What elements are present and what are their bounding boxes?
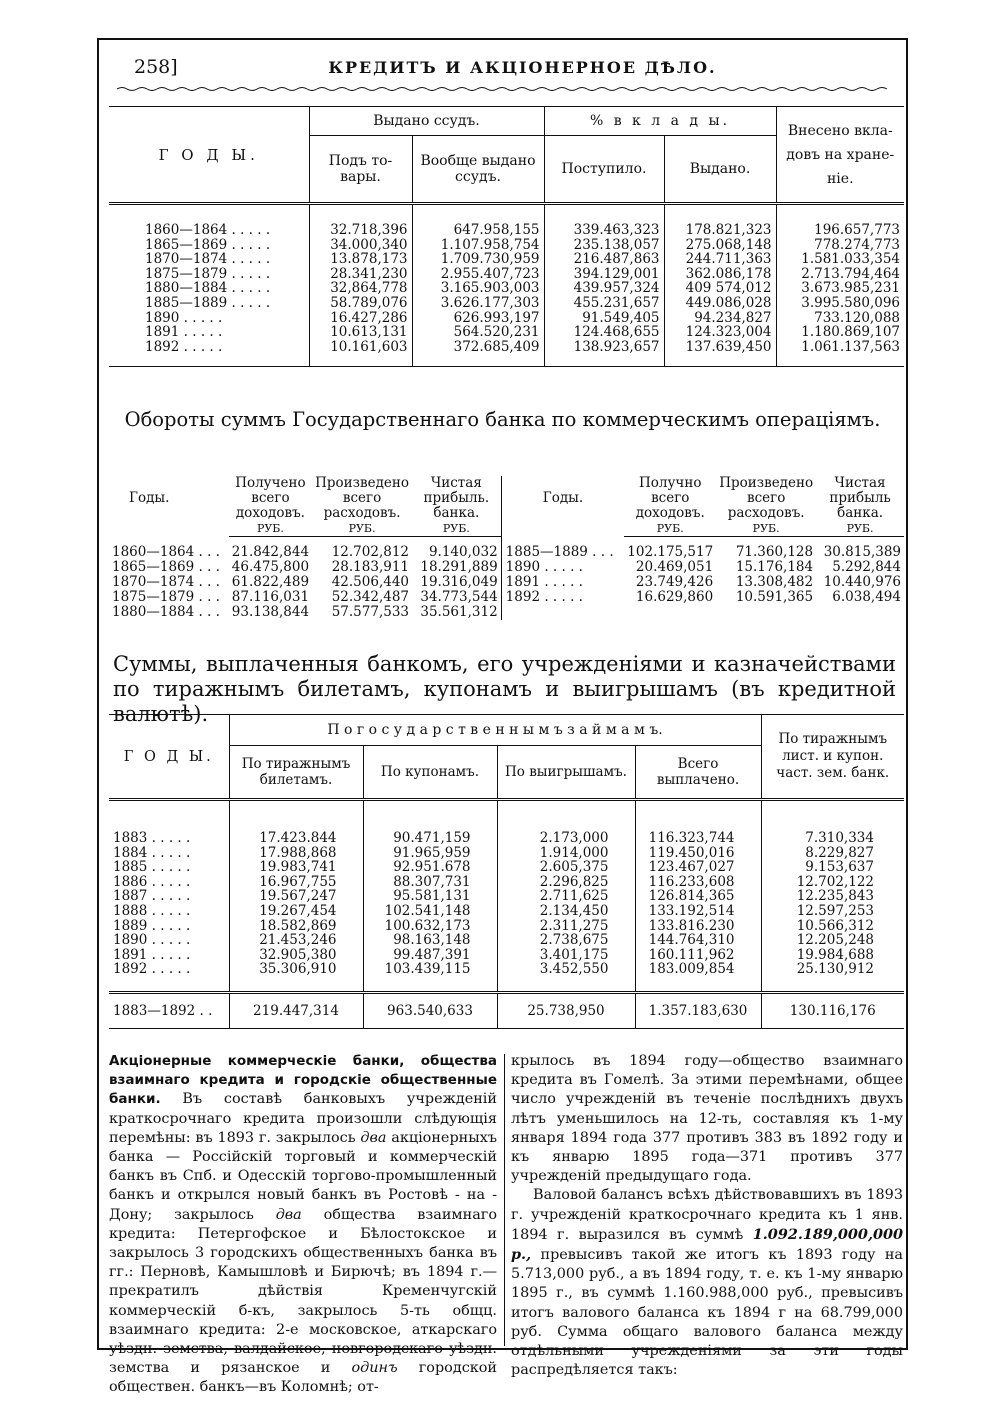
text-columns xyxy=(109,1052,904,1396)
value-cell: 58.789,076 xyxy=(309,296,412,311)
table-row xyxy=(109,204,904,238)
value-cell: 61.822,489 xyxy=(231,574,310,590)
right-text-column xyxy=(511,1052,903,1380)
year-cell: 1870—1874 . . . . . xyxy=(145,251,271,268)
value-cell: 116.323,744 xyxy=(635,800,761,846)
value-cell: 12.205,248 xyxy=(761,933,904,948)
value-cell: 10.591,365 xyxy=(735,589,814,605)
paragraph xyxy=(511,1186,903,1380)
years-header: Г О Д Ы. xyxy=(109,715,229,800)
value-cell: 133.192,514 xyxy=(635,904,761,919)
year-cell: 1880—1884 . . . . . xyxy=(145,280,271,297)
table-row xyxy=(109,948,904,963)
value-cell: 10.566,312 xyxy=(761,919,904,934)
column-divider xyxy=(504,1054,505,1346)
value-cell: 394.129,001 xyxy=(544,267,664,282)
table-row xyxy=(109,238,904,253)
value-cell: 88.307,731 xyxy=(363,875,497,890)
expense-header-right: Произведено всего расходовъ. xyxy=(719,475,814,521)
value-cell: 103.439,115 xyxy=(363,962,497,977)
value-cell: 102.175,517 xyxy=(627,544,714,560)
year-cell: 1860—1864 . . . . . xyxy=(145,222,271,238)
value-cell: 2.296,825 xyxy=(497,875,635,890)
year-cell: 1875—1879 . . . . . xyxy=(145,265,271,282)
table-row xyxy=(109,267,904,282)
value-cell: 183.009,854 xyxy=(635,962,761,977)
value-cell: 18.291,889 xyxy=(412,560,501,575)
value-cell: 116.233,608 xyxy=(635,875,761,890)
value-cell: 28.341,230 xyxy=(309,267,412,282)
year-cell: 1883 . . . . . xyxy=(113,830,191,846)
year-cell: 1875—1879 . . . xyxy=(112,589,220,605)
value-cell: 12.702,122 xyxy=(761,875,904,890)
value-cell: 34.773,544 xyxy=(412,590,501,605)
emphasis-text: одинъ xyxy=(351,1360,398,1377)
value-cell: 21.453,246 xyxy=(229,933,363,948)
table-row xyxy=(109,875,904,890)
value-cell: 98.163,148 xyxy=(363,933,497,948)
year-cell: 1891 . . . . . xyxy=(113,946,191,963)
value-cell: 13.308,482 xyxy=(735,574,814,590)
private-banks-header: По тиражнымъ лист. и купон. част. зем. банк. xyxy=(761,715,904,800)
value-cell: 35.561,312 xyxy=(412,605,501,620)
value-cell: 12.235,843 xyxy=(761,889,904,904)
value-cell: 3.401,175 xyxy=(497,948,635,963)
value-cell: 178.821,323 xyxy=(664,204,776,238)
value-cell: 10.161,603 xyxy=(309,340,412,355)
value-cell: 35.306,910 xyxy=(229,962,363,977)
years-header-left: Годы. xyxy=(129,490,170,506)
goods-loans-header: Подъ то-вары. xyxy=(309,136,412,204)
value-cell: 99.487,391 xyxy=(363,948,497,963)
table-row xyxy=(109,252,904,267)
value-cell: 2.711,625 xyxy=(497,889,635,904)
value-cell: 71.360,128 xyxy=(735,544,814,560)
value-cell: 119.450,016 xyxy=(635,846,761,861)
value-cell: 25.130,912 xyxy=(761,962,904,977)
year-cell: 1888 . . . . . xyxy=(113,902,191,919)
table-row xyxy=(109,846,904,861)
value-cell: 564.520,231 xyxy=(412,325,544,340)
value-cell: 372.685,409 xyxy=(412,340,544,355)
value-cell: 1.107.958,754 xyxy=(412,238,544,253)
paragraph-text: крылось въ 1894 году—общество взаимнаго кредита въ Гомелѣ. За этими перемѣнами, общее число учрежденій въ теченіе послѣднихъ двухъ лѣтъ уменьшилось на 12-ть, составляя къ 1-му января 1894 года 377 противъ 383 въ 1892 году и къ январю 1895 года—371 противъ 377 учрежденій предыдущаго года. xyxy=(511,1053,903,1185)
value-cell: 3.452,550 xyxy=(497,962,635,977)
total-paid-header: Всего выплачено. xyxy=(635,746,761,800)
paragraph-text: Валовой балансъ всѣхъ дѣйствовавшихъ въ 1893 г. учрежденій краткосрочнаго кредита къ 1 янв. 1894 г. выразился въ суммѣ xyxy=(511,1187,903,1243)
winnings-header: По выигрышамъ. xyxy=(497,746,635,800)
table-row xyxy=(109,281,904,296)
value-cell: 16.427,286 xyxy=(309,311,412,326)
table-row xyxy=(109,311,904,326)
years-header: Г О Д Ы. xyxy=(109,107,309,204)
value-cell: 52.342,487 xyxy=(331,589,409,605)
table1-body xyxy=(109,204,904,367)
value-cell: 3.626.177,303 xyxy=(412,296,544,311)
year-cell: 1870—1874 . . . xyxy=(112,574,220,590)
value-cell: 13.878,173 xyxy=(309,252,412,267)
value-cell: 124.323,004 xyxy=(664,325,776,340)
unit-label: РУБ. xyxy=(716,521,816,537)
profit-header-left: Чистая прибыль. банка. xyxy=(412,476,501,521)
value-cell: 19.316,049 xyxy=(412,575,501,590)
value-cell: 19.567,247 xyxy=(229,889,363,904)
emphasis-text: два xyxy=(275,1206,302,1223)
total-loans-header: Вообще выдано ссудъ. xyxy=(412,136,544,204)
value-cell: 2.173,000 xyxy=(497,800,635,846)
year-cell: 1886 . . . . . xyxy=(113,873,191,890)
wavy-rule xyxy=(117,86,892,92)
table2-title: Обороты суммъ Государственнаго банка по коммерческимъ операціямъ. xyxy=(124,408,881,431)
table-row xyxy=(109,537,904,561)
table3-body xyxy=(109,800,904,1029)
emphasis-text: 1.092.189,000,000 р., xyxy=(511,1225,903,1264)
year-cell: 1892 . . . . . xyxy=(145,338,223,355)
value-cell: 32,864,778 xyxy=(309,281,412,296)
year-cell: 1890 . . . . . xyxy=(505,559,583,575)
value-cell: 409 574,012 xyxy=(664,281,776,296)
page-frame xyxy=(97,38,908,1396)
value-cell: 733.120,088 xyxy=(776,311,904,326)
total-value: 219.447,314 xyxy=(229,992,363,1028)
issued-header: Выдано. xyxy=(664,136,776,204)
table-row xyxy=(109,296,904,311)
year-cell: 1865—1869 . . . xyxy=(112,559,220,575)
value-cell: 339.463,323 xyxy=(544,204,664,238)
value-cell: 18.582,869 xyxy=(229,919,363,934)
emphasis-text: два xyxy=(360,1129,387,1146)
value-cell: 8.229,827 xyxy=(761,846,904,861)
value-cell: 21.842,844 xyxy=(231,544,310,560)
value-cell: 362.086,178 xyxy=(664,267,776,282)
value-cell: 19.267,454 xyxy=(229,904,363,919)
value-cell: 93.138,844 xyxy=(231,604,310,620)
state-loans-group-header: П о г о с у д а р с т в е н н ы м ъ з а й м а м ъ. xyxy=(229,715,761,746)
left-text-column xyxy=(109,1052,497,1398)
value-cell: 91.965,959 xyxy=(363,846,497,861)
table-row xyxy=(109,340,904,355)
value-cell: 19.983,741 xyxy=(229,860,363,875)
value-cell: 626.993,197 xyxy=(412,311,544,326)
table2-body xyxy=(109,537,904,621)
paragraph-text: общества взаимнаго кредита: Петергофское и Бѣлостокское и закрылось 3 городскихъ общественныхъ банка въ гг.: Перновѣ, Камышловѣ и Бирючѣ; въ 1894 г.—прекратилъ дѣйствія Кременчугскій коммерческій б-къ, закрылось 5-ть общц. взаимнаго кредита: 2-е московское, аткарскаго уѣздн. земства, валдайское, новгородскаго уѣздн. земства и рязанское и xyxy=(109,1206,497,1377)
value-cell: 133.816.230 xyxy=(635,919,761,934)
table-row xyxy=(109,800,904,846)
value-cell: 3.995.580,096 xyxy=(776,296,904,311)
value-cell: 1.061.137,563 xyxy=(776,340,904,355)
value-cell: 244.711,363 xyxy=(664,252,776,267)
value-cell: 102.541,148 xyxy=(363,904,497,919)
value-cell: 32.718,396 xyxy=(309,204,412,238)
value-cell: 5.292,844 xyxy=(832,559,901,575)
total-value: 25.738,950 xyxy=(497,992,635,1028)
year-cell: 1885—1889 . . . . . xyxy=(145,294,271,311)
value-cell: 42.506,440 xyxy=(331,574,409,590)
year-cell: 1890 . . . . . xyxy=(113,932,191,949)
value-cell: 100.632,173 xyxy=(363,919,497,934)
value-cell: 90.471,159 xyxy=(363,800,497,846)
value-cell: 16.967,755 xyxy=(229,875,363,890)
value-cell: 124.468,655 xyxy=(544,325,664,340)
year-cell: 1892 . . . . . xyxy=(113,961,191,978)
section-heading: Акціонерные коммерческіе банки, общества взаимнаго кредита и городскіе общественные банки. xyxy=(109,1053,497,1108)
year-cell: 1885—1889 . . . xyxy=(505,543,614,560)
year-cell: 1884 . . . . . xyxy=(113,844,191,861)
year-cell: 1889 . . . . . xyxy=(113,917,191,934)
value-cell: 15.176,184 xyxy=(735,559,814,575)
value-cell: 2.605,375 xyxy=(497,860,635,875)
value-cell: 137.639,450 xyxy=(664,340,776,355)
year-cell xyxy=(501,605,624,620)
total-row xyxy=(109,992,904,1028)
year-cell: 1880—1884 . . . xyxy=(112,604,220,620)
income-header-right: Получно всего доходовъ. xyxy=(635,475,705,521)
table3-title: Суммы, выплаченныя банкомъ, его учрежденіями и казначействами по тиражнымъ билетамъ, купонамъ и выигрышамъ (въ кредитной валютѣ). xyxy=(113,652,896,726)
table-row xyxy=(109,962,904,977)
profit-header-right: Чистая прибыль банка. xyxy=(829,475,891,521)
value-cell: 9.153,637 xyxy=(761,860,904,875)
value-cell: 2.134,450 xyxy=(497,904,635,919)
page-header xyxy=(99,54,906,86)
storage-deposits-header: Внесено вкла-довъ на хране-ніе. xyxy=(776,107,904,204)
value-cell: 95.581,131 xyxy=(363,889,497,904)
table-row xyxy=(109,889,904,904)
value-cell: 123.467,027 xyxy=(635,860,761,875)
table-row xyxy=(109,933,904,948)
table-row xyxy=(109,860,904,875)
bank-operations-table xyxy=(109,476,904,620)
table-row xyxy=(109,605,904,620)
total-value: 963.540,633 xyxy=(363,992,497,1028)
received-header: Поступило. xyxy=(544,136,664,204)
value-cell: 3.165.903,003 xyxy=(412,281,544,296)
paragraph-text: городской обществен. банкъ—въ Коломнѣ; от- xyxy=(109,1360,497,1396)
value-cell: 455.231,657 xyxy=(544,296,664,311)
value-cell: 34.000,340 xyxy=(309,238,412,253)
value-cell: 92.951.678 xyxy=(363,860,497,875)
table-row xyxy=(109,904,904,919)
value-cell: 2.713.794,464 xyxy=(776,267,904,282)
value-cell: 126.814,365 xyxy=(635,889,761,904)
value-cell xyxy=(816,605,904,620)
year-cell: 1887 . . . . . xyxy=(113,888,191,905)
value-cell: 144.764,310 xyxy=(635,933,761,948)
table-row xyxy=(109,919,904,934)
value-cell: 1.581.033,354 xyxy=(776,252,904,267)
value-cell: 160.111,962 xyxy=(635,948,761,963)
unit-label: РУБ. xyxy=(816,521,904,537)
value-cell: 19.984,688 xyxy=(761,948,904,963)
value-cell: 32.905,380 xyxy=(229,948,363,963)
value-cell: 2.738,675 xyxy=(497,933,635,948)
running-title: КРЕДИТЪ И АКЦІОНЕРНОЕ ДѢЛО. xyxy=(328,58,717,77)
value-cell: 12.702,812 xyxy=(331,544,409,560)
coupons-header: По купонамъ. xyxy=(363,746,497,800)
loans-group-header: Выдано ссудъ. xyxy=(309,107,544,136)
value-cell: 449.086,028 xyxy=(664,296,776,311)
value-cell: 30.815,389 xyxy=(823,544,901,560)
value-cell: 10.440,976 xyxy=(823,574,901,590)
year-cell: 1891 . . . . . xyxy=(505,574,583,590)
table-row xyxy=(109,575,904,590)
paragraph-text: акціонерныхъ банка — Россійскій торговый и коммерческій банкъ въ Спб. и Одесскій торгово-промышленный банкъ и открылся новый банкъ въ Ростовѣ - на - Дону; закрылось xyxy=(109,1129,497,1223)
deposits-group-header: % в к л а д ы. xyxy=(544,107,776,136)
page-number: 258] xyxy=(134,56,178,78)
value-cell: 87.116,031 xyxy=(231,589,310,605)
value-cell: 12.597,253 xyxy=(761,904,904,919)
value-cell: 20.469,051 xyxy=(635,559,714,575)
value-cell: 439.957,324 xyxy=(544,281,664,296)
value-cell: 94.234,827 xyxy=(664,311,776,326)
unit-label: РУБ. xyxy=(412,521,501,537)
value-cell: 28.183,911 xyxy=(331,559,409,575)
value-cell: 3.673.985,231 xyxy=(776,281,904,296)
value-cell: 17.988,868 xyxy=(229,846,363,861)
unit-label: РУБ. xyxy=(312,521,412,537)
loans-deposits-table xyxy=(109,106,904,367)
value-cell: 1.709.730,959 xyxy=(412,252,544,267)
value-cell: 1.914,000 xyxy=(497,846,635,861)
year-cell: 1890 . . . . . xyxy=(145,309,223,326)
value-cell: 1.180.869,107 xyxy=(776,325,904,340)
value-cell: 7.310,334 xyxy=(761,800,904,846)
table-row xyxy=(109,560,904,575)
total-value: 1.357.183,630 xyxy=(635,992,761,1028)
expense-header-left: Произведено всего расходовъ. xyxy=(315,475,409,521)
value-cell: 778.274,773 xyxy=(776,238,904,253)
value-cell: 91.549,405 xyxy=(544,311,664,326)
unit-label: РУБ. xyxy=(229,521,312,537)
value-cell: 17.423.844 xyxy=(229,800,363,846)
value-cell: 23.749,426 xyxy=(635,574,714,590)
value-cell xyxy=(624,605,716,620)
table-row xyxy=(109,590,904,605)
year-cell: 1865—1869 . . . . . xyxy=(145,236,271,253)
value-cell: 275.068,148 xyxy=(664,238,776,253)
year-cell: 1892 . . . . . xyxy=(505,589,583,605)
value-cell: 16.629,860 xyxy=(635,589,714,605)
value-cell: 138.923,657 xyxy=(544,340,664,355)
value-cell xyxy=(716,605,816,620)
value-cell: 10.613,131 xyxy=(309,325,412,340)
year-cell: 1885 . . . . . xyxy=(113,859,191,876)
paragraph-text: превысивъ такой же итогъ къ 1893 году на 5.713,000 руб., а въ 1894 году, т. е. къ 1-му январю 1895 г., въ суммѣ 1.160.988,000 руб., превысивъ итогъ валового баланса къ 1894 г на 68.799,000 руб. Сумма общаго валового баланса между отдѣльными учрежденіями за эти годы распредѣляется такъ: xyxy=(511,1247,903,1379)
value-cell: 216.487,863 xyxy=(544,252,664,267)
value-cell: 2.311,275 xyxy=(497,919,635,934)
total-value: 130.116,176 xyxy=(761,992,904,1028)
value-cell: 235.138,057 xyxy=(544,238,664,253)
value-cell: 196.657,773 xyxy=(776,204,904,238)
value-cell: 2.955.407,723 xyxy=(412,267,544,282)
total-label: 1883—1892 . . xyxy=(113,1002,213,1019)
value-cell: 57.577,533 xyxy=(331,604,409,620)
value-cell: 6.038,494 xyxy=(832,589,901,605)
table-row xyxy=(109,325,904,340)
value-cell: 9.140,032 xyxy=(412,537,501,561)
unit-label: РУБ. xyxy=(624,521,716,537)
years-header-right: Годы. xyxy=(542,490,584,506)
paragraph-text: Въ составѣ банковыхъ учрежденій краткосрочнаго кредита произошли слѣдующія перемѣны: въ 1893 г. закрылось xyxy=(109,1091,497,1146)
value-cell: 647.958,155 xyxy=(412,204,544,238)
value-cell: 46.475,800 xyxy=(231,559,310,575)
income-header-left: Получено всего доходовъ. xyxy=(235,475,306,521)
payouts-table xyxy=(109,714,904,1029)
year-cell: 1860—1864 . . . xyxy=(112,543,220,560)
year-cell: 1891 . . . . . xyxy=(145,324,223,341)
draw-tickets-header: По тиражнымъ билетамъ. xyxy=(229,746,363,800)
